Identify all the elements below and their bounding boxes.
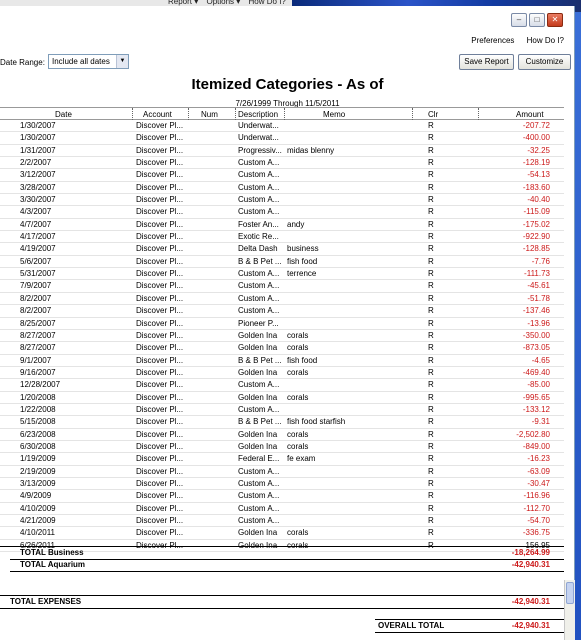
cell-date: 1/30/2007 bbox=[20, 121, 56, 130]
table-row[interactable] bbox=[0, 280, 564, 292]
cell-memo: fish food starfish bbox=[287, 417, 346, 427]
cell-account: Discover Pl... bbox=[136, 355, 184, 365]
cell-account: Discover Pl... bbox=[136, 293, 184, 303]
cell-clr: R bbox=[428, 121, 434, 130]
cell-date: 6/23/2008 bbox=[20, 429, 56, 439]
cell-date: 4/9/2009 bbox=[20, 491, 52, 501]
bg-menu-report: Report ▾ bbox=[168, 0, 199, 6]
cell-clr: R bbox=[428, 232, 434, 242]
cell-account: Discover Pl... bbox=[136, 158, 184, 168]
vertical-scrollbar[interactable] bbox=[564, 580, 575, 640]
report-title: Itemized Categories - As of bbox=[191, 76, 384, 93]
cell-clr: R bbox=[428, 182, 434, 192]
cell-description: Custom A... bbox=[238, 182, 280, 192]
cell-amount: -16.23 bbox=[527, 454, 550, 464]
cell-memo: corals bbox=[287, 343, 309, 353]
overall-total-value: -42,940.31 bbox=[511, 621, 550, 630]
chevron-down-icon: ▼ bbox=[116, 55, 128, 68]
save-report-button[interactable]: Save Report bbox=[459, 54, 514, 70]
cell-date: 4/10/2011 bbox=[20, 528, 55, 538]
cell-description: Federal E... bbox=[238, 454, 280, 464]
table-row[interactable] bbox=[0, 392, 564, 404]
cell-description: Golden Ina bbox=[238, 367, 278, 377]
table-row[interactable] bbox=[0, 169, 564, 181]
preferences-link[interactable]: Preferences bbox=[471, 36, 515, 45]
total-aquarium-label: TOTAL Aquarium bbox=[20, 560, 86, 569]
col-description[interactable]: Description bbox=[238, 110, 279, 119]
cell-description: Custom A... bbox=[238, 478, 280, 488]
cell-account: Discover Pl... bbox=[136, 121, 184, 130]
total-expenses-row bbox=[0, 596, 564, 608]
cell-description: Custom A... bbox=[238, 491, 280, 501]
cell-account: Discover Pl... bbox=[136, 170, 184, 180]
cell-memo: business bbox=[287, 244, 319, 254]
filter-bar bbox=[0, 53, 575, 73]
cell-description: Custom A... bbox=[238, 404, 280, 414]
cell-amount: -40.40 bbox=[527, 195, 550, 205]
cell-account: Discover Pl... bbox=[136, 256, 184, 266]
close-icon: ✕ bbox=[551, 15, 559, 24]
cell-description: Custom A... bbox=[238, 306, 280, 316]
table-row[interactable] bbox=[0, 466, 564, 478]
cell-description: Custom A... bbox=[238, 293, 280, 303]
cell-clr: R bbox=[428, 392, 434, 402]
cell-description: Golden Ina bbox=[238, 540, 278, 550]
cell-date: 9/1/2007 bbox=[20, 355, 52, 365]
table-row[interactable] bbox=[0, 293, 564, 305]
cell-clr: R bbox=[428, 503, 434, 513]
cell-date: 3/13/2009 bbox=[20, 478, 56, 488]
cell-clr: R bbox=[428, 478, 434, 488]
table-row[interactable] bbox=[0, 194, 564, 206]
cell-amount: -63.09 bbox=[527, 466, 550, 476]
cell-memo: corals bbox=[287, 429, 309, 439]
cell-description: Foster An... bbox=[238, 219, 279, 229]
cell-description: Custom A... bbox=[238, 516, 280, 525]
cell-memo: fish food bbox=[287, 256, 318, 266]
cell-description: Custom A... bbox=[238, 503, 280, 513]
cell-clr: R bbox=[428, 367, 434, 377]
cell-account: Discover Pl... bbox=[136, 281, 184, 291]
cell-clr: R bbox=[428, 380, 434, 390]
cell-account: Discover Pl... bbox=[136, 429, 184, 439]
cell-amount: -54.13 bbox=[527, 170, 550, 180]
col-memo[interactable]: Memo bbox=[323, 110, 346, 119]
cell-date: 1/30/2007 bbox=[20, 133, 56, 143]
cell-description: Underwat... bbox=[238, 133, 279, 143]
col-clr[interactable]: Clr bbox=[428, 110, 439, 119]
cell-date: 8/25/2007 bbox=[20, 318, 56, 328]
cell-clr: R bbox=[428, 355, 434, 365]
cell-date: 2/19/2009 bbox=[20, 466, 56, 476]
cell-description: Golden Ina bbox=[238, 441, 278, 451]
cell-date: 7/9/2007 bbox=[20, 281, 52, 291]
cell-clr: R bbox=[428, 318, 434, 328]
cell-amount: -30.47 bbox=[527, 478, 550, 488]
cell-date: 1/31/2007 bbox=[20, 145, 56, 155]
col-num[interactable]: Num bbox=[201, 110, 218, 119]
cell-clr: R bbox=[428, 195, 434, 205]
cell-amount: -128.85 bbox=[522, 244, 550, 254]
cell-clr: R bbox=[428, 145, 434, 155]
cell-clr: R bbox=[428, 404, 434, 414]
cell-amount: -9.31 bbox=[531, 417, 550, 427]
cell-memo: fe exam bbox=[287, 454, 316, 464]
cell-account: Discover Pl... bbox=[136, 404, 184, 414]
cell-clr: R bbox=[428, 256, 434, 266]
table-row[interactable] bbox=[0, 268, 564, 280]
cell-clr: R bbox=[428, 417, 434, 427]
cell-amount: -45.61 bbox=[527, 281, 550, 291]
cell-description: Pioneer P... bbox=[238, 318, 279, 328]
cell-account: Discover Pl... bbox=[136, 207, 184, 217]
date-range-label: Date Range: bbox=[0, 58, 45, 67]
cell-account: Discover Pl... bbox=[136, 232, 184, 242]
cell-clr: R bbox=[428, 343, 434, 353]
cell-memo: corals bbox=[287, 528, 309, 538]
cell-memo: andy bbox=[287, 219, 305, 229]
cell-account: Discover Pl... bbox=[136, 528, 184, 538]
cell-amount: -51.78 bbox=[527, 293, 550, 303]
cell-memo: fish food bbox=[287, 355, 318, 365]
table-row[interactable] bbox=[0, 441, 564, 453]
col-date[interactable]: Date bbox=[55, 110, 72, 119]
report-date-range: 7/26/1999 Through 11/5/2011 bbox=[235, 99, 340, 108]
table-row[interactable] bbox=[0, 404, 564, 416]
cell-account: Discover Pl... bbox=[136, 454, 184, 464]
cell-clr: R bbox=[428, 170, 434, 180]
cell-date: 4/7/2007 bbox=[20, 219, 52, 229]
cell-description: Golden Ina bbox=[238, 392, 278, 402]
table-row[interactable] bbox=[0, 330, 564, 342]
cell-memo: corals bbox=[287, 540, 309, 550]
cell-date: 2/2/2007 bbox=[20, 158, 52, 168]
title-bar bbox=[0, 12, 500, 30]
date-range-value: Include all dates bbox=[52, 57, 110, 66]
cell-date: 8/2/2007 bbox=[20, 306, 52, 316]
table-row[interactable] bbox=[0, 219, 564, 231]
cell-clr: R bbox=[428, 133, 434, 143]
cell-account: Discover Pl... bbox=[136, 306, 184, 316]
cell-clr: R bbox=[428, 293, 434, 303]
cell-date: 5/31/2007 bbox=[20, 269, 56, 279]
table-row[interactable] bbox=[0, 256, 564, 268]
cell-description: Custom A... bbox=[238, 207, 280, 217]
date-range-select[interactable] bbox=[48, 54, 129, 69]
table-row[interactable] bbox=[0, 157, 564, 169]
table-row[interactable] bbox=[0, 527, 564, 539]
cell-clr: R bbox=[428, 528, 434, 538]
cell-amount: -128.19 bbox=[522, 158, 550, 168]
transaction-list bbox=[0, 120, 564, 552]
scrollbar-thumb[interactable] bbox=[566, 582, 574, 604]
cell-amount: -922.90 bbox=[522, 232, 550, 242]
close-button[interactable] bbox=[547, 13, 563, 27]
how-do-i-link[interactable]: How Do I? bbox=[526, 36, 564, 45]
cell-amount: -115.09 bbox=[523, 207, 550, 217]
cell-clr: R bbox=[428, 219, 434, 229]
cell-account: Discover Pl... bbox=[136, 540, 184, 550]
cell-date: 4/19/2007 bbox=[20, 244, 56, 254]
cell-account: Discover Pl... bbox=[136, 466, 184, 476]
cell-clr: R bbox=[428, 158, 434, 168]
table-row[interactable] bbox=[0, 120, 564, 132]
total-expenses-value: -42,940.31 bbox=[511, 597, 550, 606]
cell-clr: R bbox=[428, 269, 434, 279]
table-row[interactable] bbox=[0, 478, 564, 490]
total-aquarium-row bbox=[0, 559, 564, 571]
cell-account: Discover Pl... bbox=[136, 244, 184, 254]
cell-date: 9/16/2007 bbox=[20, 367, 56, 377]
cell-account: Discover Pl... bbox=[136, 145, 184, 155]
window-border bbox=[575, 12, 581, 640]
cell-clr: R bbox=[428, 330, 434, 340]
cell-date: 4/17/2007 bbox=[20, 232, 56, 242]
cell-account: Discover Pl... bbox=[136, 219, 184, 229]
cell-amount: -54.70 bbox=[527, 516, 550, 525]
table-row[interactable] bbox=[0, 453, 564, 465]
minimize-icon: – bbox=[516, 15, 522, 24]
table-row[interactable] bbox=[0, 503, 564, 515]
cell-amount: -7.76 bbox=[531, 256, 550, 266]
cell-description: Custom A... bbox=[238, 466, 280, 476]
cell-amount: -207.72 bbox=[522, 121, 550, 130]
cell-date: 8/27/2007 bbox=[20, 330, 56, 340]
table-row[interactable] bbox=[0, 132, 564, 144]
cell-amount: -4.65 bbox=[531, 355, 550, 365]
cell-date: 4/21/2009 bbox=[20, 516, 56, 525]
cell-amount: -336.75 bbox=[522, 528, 550, 538]
table-row[interactable] bbox=[0, 342, 564, 354]
cell-memo: corals bbox=[287, 367, 309, 377]
maximize-icon: □ bbox=[534, 15, 540, 24]
table-row[interactable] bbox=[0, 145, 564, 157]
cell-date: 6/30/2008 bbox=[20, 441, 56, 451]
table-row[interactable] bbox=[0, 416, 564, 428]
cell-account: Discover Pl... bbox=[136, 343, 184, 353]
table-row[interactable] bbox=[0, 490, 564, 502]
cell-description: Golden Ina bbox=[238, 330, 278, 340]
cell-date: 1/22/2008 bbox=[20, 404, 56, 414]
cell-date: 12/28/2007 bbox=[20, 380, 61, 390]
cell-clr: R bbox=[428, 540, 434, 550]
table-row[interactable] bbox=[0, 429, 564, 441]
cell-clr: R bbox=[428, 441, 434, 451]
cell-account: Discover Pl... bbox=[136, 478, 184, 488]
cell-account: Discover Pl... bbox=[136, 318, 184, 328]
cell-amount: -32.25 bbox=[527, 145, 550, 155]
cell-description: Exotic Re... bbox=[238, 232, 279, 242]
cell-amount: -469.40 bbox=[522, 367, 550, 377]
cell-date: 5/15/2008 bbox=[20, 417, 56, 427]
cell-clr: R bbox=[428, 244, 434, 254]
top-links bbox=[461, 36, 564, 45]
cell-account: Discover Pl... bbox=[136, 503, 184, 513]
cell-amount: -85.00 bbox=[527, 380, 550, 390]
cell-date: 3/28/2007 bbox=[20, 182, 56, 192]
maximize-button[interactable] bbox=[529, 13, 545, 27]
cell-date: 4/10/2009 bbox=[20, 503, 56, 513]
cell-amount: -13.96 bbox=[527, 318, 550, 328]
cell-amount: -111.73 bbox=[524, 269, 550, 279]
cell-date: 1/19/2009 bbox=[20, 454, 56, 464]
cell-account: Discover Pl... bbox=[136, 367, 184, 377]
table-row[interactable] bbox=[0, 231, 564, 243]
cell-description: Custom A... bbox=[238, 158, 280, 168]
table-row[interactable] bbox=[0, 367, 564, 379]
cell-account: Discover Pl... bbox=[136, 417, 184, 427]
total-business-row bbox=[0, 547, 564, 559]
table-row[interactable] bbox=[0, 515, 564, 527]
cell-description: Custom A... bbox=[238, 195, 280, 205]
cell-date: 6/26/2011 bbox=[20, 540, 55, 550]
cell-memo: midas blenny bbox=[287, 145, 335, 155]
cell-date: 8/27/2007 bbox=[20, 343, 56, 353]
cell-amount: -350.00 bbox=[522, 330, 550, 340]
cell-description: Golden Ina bbox=[238, 343, 278, 353]
cell-date: 3/12/2007 bbox=[20, 170, 56, 180]
table-row[interactable] bbox=[0, 379, 564, 391]
cell-date: 1/20/2008 bbox=[20, 392, 56, 402]
cell-account: Discover Pl... bbox=[136, 516, 184, 525]
cell-description: Underwat... bbox=[238, 121, 279, 130]
cell-description: Golden Ina bbox=[238, 528, 278, 538]
customize-button[interactable]: Customize bbox=[518, 54, 571, 70]
table-row[interactable] bbox=[0, 206, 564, 218]
table-row[interactable] bbox=[0, 318, 564, 330]
cell-account: Discover Pl... bbox=[136, 195, 184, 205]
cell-amount: -133.12 bbox=[522, 404, 550, 414]
cell-amount: -116.96 bbox=[523, 491, 550, 501]
cell-account: Discover Pl... bbox=[136, 182, 184, 192]
cell-account: Discover Pl... bbox=[136, 491, 184, 501]
total-expenses-label: TOTAL EXPENSES bbox=[10, 597, 82, 606]
overall-total-row bbox=[0, 620, 564, 632]
cell-clr: R bbox=[428, 516, 434, 525]
cell-account: Discover Pl... bbox=[136, 380, 184, 390]
cell-description: Custom A... bbox=[238, 281, 280, 291]
cell-amount: -112.70 bbox=[523, 503, 550, 513]
cell-memo: corals bbox=[287, 330, 309, 340]
table-row[interactable] bbox=[0, 182, 564, 194]
cell-clr: R bbox=[428, 281, 434, 291]
cell-amount: -175.02 bbox=[522, 219, 550, 229]
cell-clr: R bbox=[428, 306, 434, 316]
cell-account: Discover Pl... bbox=[136, 269, 184, 279]
cell-clr: R bbox=[428, 207, 434, 217]
table-row[interactable] bbox=[0, 243, 564, 255]
cell-amount: -849.00 bbox=[522, 441, 550, 451]
cell-description: B & B Pet ... bbox=[238, 256, 282, 266]
cell-memo: corals bbox=[287, 441, 309, 451]
cell-clr: R bbox=[428, 454, 434, 464]
cell-date: 8/2/2007 bbox=[20, 293, 52, 303]
cell-date: 3/30/2007 bbox=[20, 195, 56, 205]
cell-clr: R bbox=[428, 429, 434, 439]
cell-description: Delta Dash bbox=[238, 244, 278, 254]
table-row[interactable] bbox=[0, 355, 564, 367]
cell-amount: -400.00 bbox=[522, 133, 550, 143]
cell-description: B & B Pet ... bbox=[238, 417, 282, 427]
total-business-label: TOTAL Business bbox=[20, 548, 84, 557]
col-amount[interactable]: Amount bbox=[516, 110, 544, 119]
cell-clr: R bbox=[428, 466, 434, 476]
cell-amount: -183.60 bbox=[522, 182, 550, 192]
cell-account: Discover Pl... bbox=[136, 392, 184, 402]
cell-clr: R bbox=[428, 491, 434, 501]
cell-date: 5/6/2007 bbox=[20, 256, 52, 266]
cell-amount: -995.65 bbox=[522, 392, 550, 402]
cell-amount: -2,502.80 bbox=[516, 429, 550, 439]
cell-account: Discover Pl... bbox=[136, 330, 184, 340]
cell-memo: terrence bbox=[287, 269, 317, 279]
bg-menu-options: Options ▾ bbox=[206, 0, 241, 6]
column-header-row bbox=[0, 107, 564, 120]
cell-description: Custom A... bbox=[238, 170, 280, 180]
total-aquarium-value: -42,940.31 bbox=[511, 560, 550, 569]
cell-account: Discover Pl... bbox=[136, 133, 184, 143]
cell-description: Golden Ina bbox=[238, 429, 278, 439]
cell-memo: corals bbox=[287, 392, 309, 402]
total-business-value: -18,264.99 bbox=[511, 548, 550, 557]
cell-date: 4/3/2007 bbox=[20, 207, 52, 217]
cell-amount: 156.95 bbox=[525, 540, 550, 550]
col-account[interactable]: Account bbox=[143, 110, 172, 119]
cell-amount: -137.46 bbox=[522, 306, 550, 316]
cell-description: Custom A... bbox=[238, 269, 280, 279]
cell-amount: -873.05 bbox=[522, 343, 550, 353]
cell-description: B & B Pet ... bbox=[238, 355, 282, 365]
table-row[interactable] bbox=[0, 305, 564, 317]
cell-account: Discover Pl... bbox=[136, 441, 184, 451]
cell-description: Progressiv... bbox=[238, 145, 282, 155]
overall-total-label: OVERALL TOTAL bbox=[378, 621, 445, 630]
minimize-button[interactable] bbox=[511, 13, 527, 27]
cell-description: Custom A... bbox=[238, 380, 280, 390]
bg-menu-howdoi: How Do I? bbox=[248, 0, 286, 6]
